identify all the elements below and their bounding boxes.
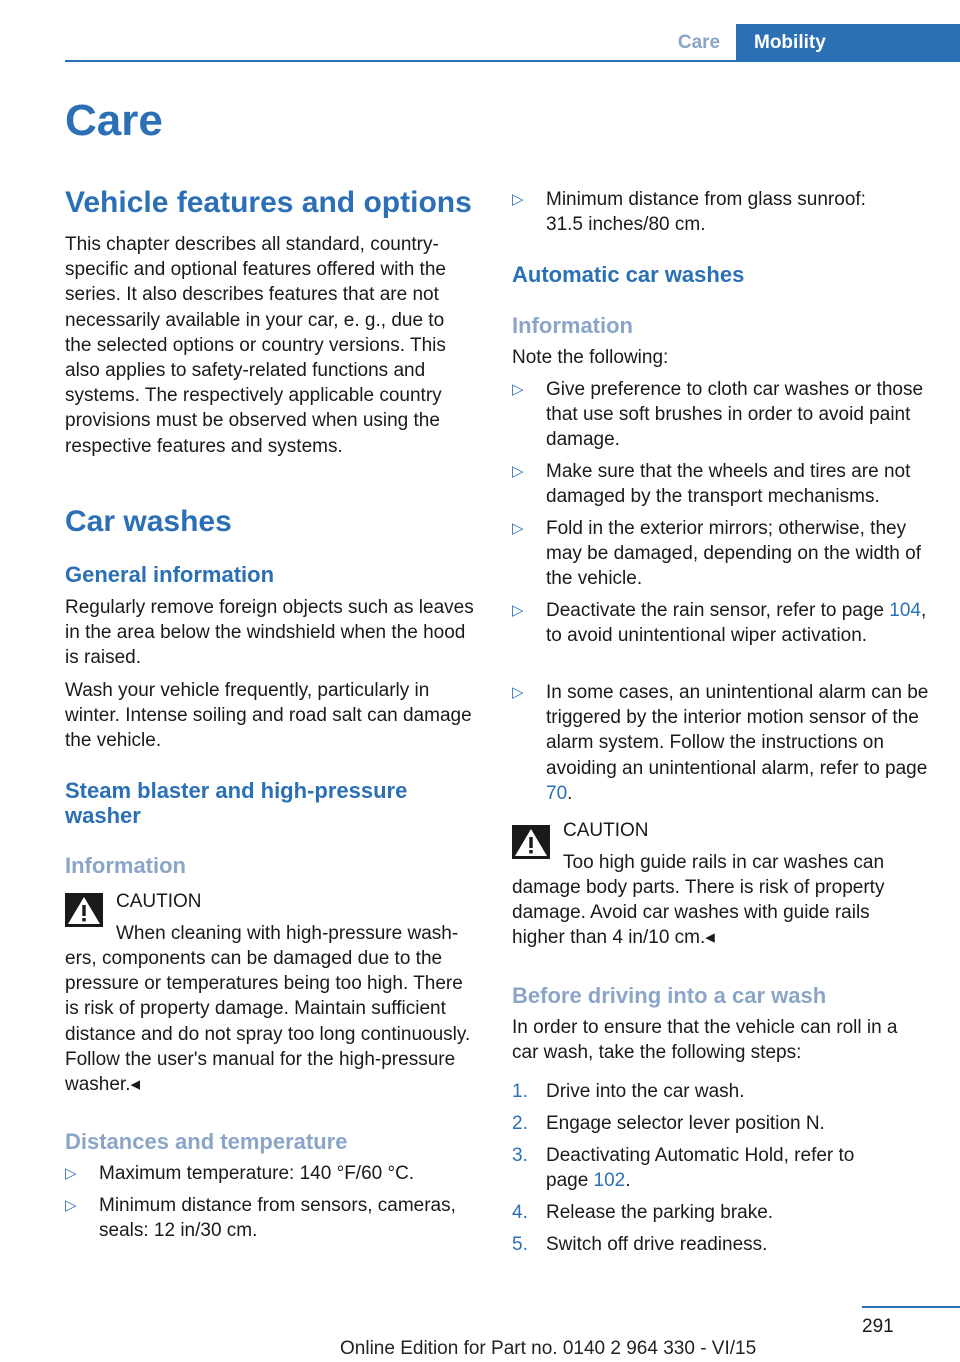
step-number: 3. <box>512 1145 528 1166</box>
list-item-text: Minimum distance from glass sunroof: 31.5 inches/80 cm. <box>546 189 866 236</box>
list-item-text: Release the parking brake. <box>546 1202 774 1223</box>
list-item <box>512 187 892 239</box>
list-item <box>512 1111 932 1137</box>
caution-label-right: CAUTION <box>563 820 649 841</box>
bullet-icon: ▷ <box>512 381 524 398</box>
list-item-text: Drive into the car wash. <box>546 1081 745 1102</box>
step-number: 4. <box>512 1202 528 1223</box>
bullet-icon: ▷ <box>65 1165 77 1182</box>
step-number: 5. <box>512 1234 528 1255</box>
heading-distances-temperature: Distances and temperature <box>65 1129 348 1154</box>
bullet-icon: ▷ <box>512 520 524 537</box>
tab-mobility[interactable]: Mobility <box>736 24 960 61</box>
step-number: 2. <box>512 1113 528 1134</box>
chapter-title: Care <box>65 96 163 145</box>
heading-before-driving: Before driving into a car wash <box>512 983 827 1008</box>
list-item <box>512 1143 892 1195</box>
list-item-text: In some cases, an unintentional alarm can be triggered by the interior motion sensor of the alarm system. Follow the instructions on avoiding an unintentional alarm, refer to page 70. <box>546 682 929 804</box>
list-item-text: Fold in the exterior mirrors; otherwise, they may be damaged, depending on the width of the vehicle. <box>546 518 921 590</box>
bullet-icon: ▷ <box>512 191 524 208</box>
caution-text-right-first: Too high guide rails in car washes can <box>563 852 885 873</box>
vehicle-features-paragraph: This chapter describes all standard, country-specific and optional features offered with the series. It also describes features that are not necessarily available in your car, e. g., due to the selected options or country versions. This also applies to safety-related functions and systems. The respectively applicable country provisions must be observed when using the respective features and systems. <box>65 234 446 457</box>
list-item <box>512 516 932 594</box>
tab-care[interactable]: Care <box>677 31 721 53</box>
caution-text-right: damage body parts. There is risk of property damage. Avoid car washes with guide rails higher than 4 in/10 cm.◂ <box>512 877 885 949</box>
step-number: 1. <box>512 1081 528 1102</box>
page-link-104[interactable]: 104 <box>889 600 921 621</box>
heading-car-washes: Car washes <box>65 505 232 538</box>
header-rule <box>65 60 960 62</box>
heading-general-information: General information <box>65 562 275 587</box>
list-item-text: Switch off drive readiness. <box>546 1234 768 1255</box>
bullet-icon: ▷ <box>512 463 524 480</box>
before-driving-paragraph: In order to ensure that the vehicle can roll in a car wash, take the following steps: <box>512 1017 898 1064</box>
heading-steam-blaster: Steam blaster and high-pressure washer <box>65 778 408 828</box>
list-item <box>512 459 932 511</box>
edition-note: Online Edition for Part no. 0140 2 964 330 - VI/15 <box>340 1338 757 1359</box>
page-link-70[interactable]: 70 <box>546 782 568 804</box>
list-item <box>512 1079 932 1105</box>
warning-icon <box>512 825 550 859</box>
page-link-102[interactable]: 102 <box>593 1170 626 1192</box>
list-item-text: Minimum distance from sensors, cameras, seals: 12 in/30 cm. <box>99 1195 456 1242</box>
list-item-text: Maximum temperature: 140 °F/60 °C. <box>99 1163 415 1184</box>
caution-text-left: ers, components can be damaged due to the pressure or temperatures being too high. There is risk of property damage. Maintain sufficient distance and do not spray too long continuously. Follow the user's manual for the high-pressure washer.◂ <box>65 948 471 1096</box>
bullet-icon: ▷ <box>512 602 524 619</box>
caution-label-left: CAUTION <box>116 891 202 912</box>
list-item <box>512 1232 932 1258</box>
heading-information-left: Information <box>65 853 186 878</box>
list-item-text: Deactivate the rain sensor, refer to page 104, to avoid unintentional wiper activation. <box>546 600 927 647</box>
heading-information-right: Information <box>512 313 633 338</box>
list-item-text: Engage selector lever position N. <box>546 1113 825 1134</box>
note-intro: Note the following: <box>512 347 669 368</box>
general-info-paragraph-1: Regularly remove foreign objects such as leaves in the area below the windshield when the hood is raised. <box>65 597 474 669</box>
bullet-icon: ▷ <box>512 684 524 701</box>
footer-rule <box>862 1306 960 1308</box>
caution-text-left-first: When cleaning with high-pressure wash- <box>116 923 459 944</box>
list-item-text: Deactivating Automatic Hold, refer to page 102. <box>546 1145 855 1192</box>
list-item <box>65 1193 475 1245</box>
general-info-paragraph-2: Wash your vehicle frequently, particularly in winter. Intense soiling and road salt can damage the vehicle. <box>65 680 472 752</box>
page-number: 291 <box>862 1316 894 1337</box>
list-item <box>512 1200 932 1226</box>
list-item-text: Give preference to cloth car washes or those that use soft brushes in order to avoid paint damage. <box>546 379 924 451</box>
heading-vehicle-features: Vehicle features and options <box>65 186 472 219</box>
warning-icon <box>65 893 103 927</box>
list-item-text: Make sure that the wheels and tires are not damaged by the transport mechanisms. <box>546 461 911 508</box>
bullet-icon: ▷ <box>65 1197 77 1214</box>
list-item <box>65 1161 475 1187</box>
list-item <box>512 598 932 676</box>
heading-automatic-car-washes: Automatic car washes <box>512 262 745 287</box>
list-item <box>512 680 932 808</box>
list-item <box>512 377 932 455</box>
